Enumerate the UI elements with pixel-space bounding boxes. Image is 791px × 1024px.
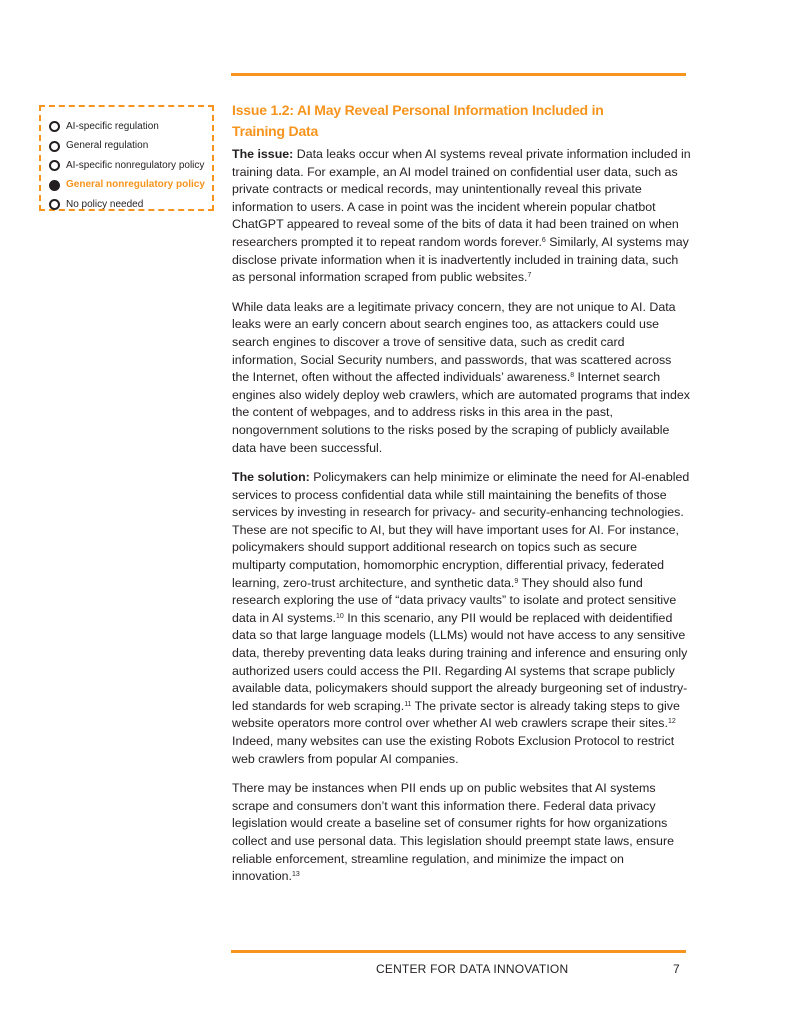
footnote-ref: 8	[570, 372, 575, 380]
radio-empty-icon	[49, 160, 60, 171]
policy-legend	[39, 105, 214, 211]
legend-item-no-policy-needed	[49, 195, 212, 215]
footnote-ref: 10	[336, 612, 344, 620]
section-heading	[232, 100, 692, 142]
issue-text-1: Data leaks occur when AI systems reveal private information included in training data. For example, an AI model trained on confidential user data, such as private contracts or medical records, may unintentionally reveal this private information to users. A case in point was the incident wherein popular chatbot ChatGPT appeared to reveal some of the bits of data it had been trained on when researchers prompted it to repeat random words forever.	[232, 147, 691, 249]
para2-text-2: Internet search engines also widely deploy web crawlers, which are automated programs that index the content of webpages, and to address risks in this area in the past, nongovernment solutions to the risks posed by the scraping of publicly available data have been successful.	[232, 370, 691, 455]
legend-label-selected: General nonregulatory policy	[66, 179, 205, 191]
footnote-ref: 13	[291, 871, 300, 879]
page-number: 7	[673, 962, 680, 976]
legend-label: No policy needed	[66, 198, 144, 210]
solution-label: The solution:	[232, 470, 310, 485]
solution-text-5: Indeed, many websites can use the existing Robots Exclusion Protocol to restrict web crawlers from popular AI companies.	[232, 734, 675, 766]
legislation-paragraph	[232, 780, 692, 886]
legend-item-ai-specific-regulation	[49, 117, 212, 137]
article-body	[232, 100, 692, 898]
legend-label: AI-specific regulation	[66, 120, 159, 132]
footnote-ref: 7	[527, 272, 532, 280]
heading-line-2: Training Data	[232, 123, 319, 139]
para4-text-1: There may be instances when PII ends up on public websites that AI systems scrape and consumers don’t want this information there. Federal data privacy legislation would create a baseline set of consumer rights for how organizations collect and use personal data. This legislation should preempt state laws, ensure reliable enforcement, streamline regulation, and minimize the impact on innovation.	[232, 781, 674, 884]
radio-empty-icon	[49, 121, 60, 132]
footnote-ref: 9	[514, 577, 519, 585]
legend-item-general-nonregulatory-policy	[49, 176, 212, 196]
footer-rule	[231, 950, 686, 953]
header-rule	[231, 73, 686, 76]
footnote-ref: 6	[541, 236, 546, 244]
search-engine-paragraph	[232, 299, 692, 457]
footnote-ref: 12	[667, 718, 676, 726]
radio-empty-icon	[49, 141, 60, 152]
solution-paragraph	[232, 469, 692, 768]
footnote-ref: 11	[404, 700, 412, 708]
radio-empty-icon	[49, 199, 60, 210]
issue-label: The issue:	[232, 147, 294, 161]
solution-text-4: The private sector is already taking steps to give website operators more control over whether AI web crawlers scrape their sites.	[232, 698, 680, 731]
solution-text-1: Policymakers can help minimize or eliminate the need for AI-enabled services to process confidential data while still maintaining the benefits of those services by investing in research for privacy- and security-enhancing technologies. These are not specific to AI, but they will have important uses for AI. For instance, policymakers should support additional research on topics such as secure multiparty computation, homomorphic encryption, differential privacy, federated learning, zero-trust architecture, and synthetic data.	[232, 470, 690, 590]
legend-label: General regulation	[66, 140, 149, 152]
para2-text-1: While data leaks are a legitimate privacy concern, they are not unique to AI. Data leaks were an early concern about search engines too, as attackers could use search engines to discover a trove of sensitive data, such as credit card information, Social Security numbers, and passwords, that was scattered across the Internet, often without the affected individuals’ awareness.	[232, 299, 676, 385]
footer-organization: CENTER FOR DATA INNOVATION	[376, 962, 569, 976]
heading-line-1: Issue 1.2: AI May Reveal Personal Information Included in	[232, 102, 604, 118]
issue-text-2: Similarly, AI systems may disclose private information when it is inadvertently included in training data, such as personal information scraped from public websites.	[232, 234, 689, 285]
legend-item-ai-specific-nonregulatory-policy	[49, 156, 212, 176]
radio-filled-icon	[49, 180, 60, 191]
solution-text-3: In this scenario, any PII would be replaced with deidentified data so that large language models (LLMs) would not have access to any sensitive data, thereby preventing data leaks during training and inference and ensuring only authorized users could access the PII. Regarding AI systems that scrape publicly available data, policymakers should support the already burgeoning set of industry-led standards for web scraping.	[232, 610, 688, 713]
legend-item-general-regulation	[49, 137, 212, 157]
solution-text-2: They should also fund research exploring the use of “data privacy vaults” to isolate and protect sensitive data in AI systems.	[232, 575, 677, 625]
issue-paragraph	[232, 146, 692, 287]
legend-label: AI-specific nonregulatory policy	[66, 159, 205, 171]
